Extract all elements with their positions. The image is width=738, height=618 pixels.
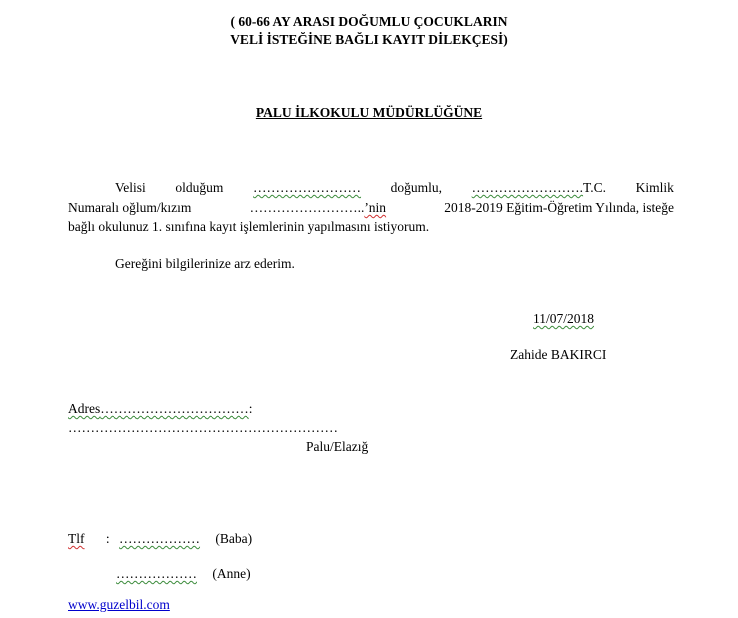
phone-colon: : <box>105 531 110 546</box>
address-colon: : <box>248 401 253 416</box>
address-city: Palu/Elazığ <box>306 439 369 454</box>
body-word-kimlik: Kimlik <box>635 180 674 195</box>
id-number-blank: …………………….. <box>249 200 365 215</box>
address-line-2: …………………………………………………… <box>68 420 338 435</box>
phone-father-label: (Baba) <box>215 531 253 546</box>
body-text-numarali: Numaralı oğlum/kızım <box>68 200 192 215</box>
signature-date: 11/07/2018 <box>533 311 595 326</box>
address-blank-1: …………………………… <box>100 401 249 416</box>
phone-mother-line <box>116 566 251 582</box>
closing-sentence: Gereğini bilgilerinize arz ederim. <box>115 256 295 271</box>
phone-mother-label: (Anne) <box>212 566 251 581</box>
address-label: Adres <box>68 401 101 416</box>
birthdate-blank: ……………………. <box>471 180 584 195</box>
footer-website-link[interactable]: www.guzelbil.com <box>68 597 170 612</box>
phone-father-blank: ……………… <box>119 531 201 546</box>
phone-mother-blank: ……………… <box>116 566 197 581</box>
signature-name: Zahide BAKIRCI <box>510 347 607 362</box>
body-word-tc: T.C. <box>583 180 607 195</box>
body-word-oldugum: olduğum <box>175 180 224 195</box>
body-word-velisi: Velisi <box>115 180 146 195</box>
body-line-1 <box>68 180 674 196</box>
body-text-year: 2018-2019 Eğitim-Öğretim Yılında, isteğe <box>444 200 674 215</box>
document-title-line2 <box>0 32 738 48</box>
birthplace-blank: …………………… <box>253 180 362 195</box>
phone-father-line <box>68 531 252 547</box>
body-suffix-nin: ’nin <box>364 200 387 215</box>
address-line-1 <box>68 401 253 417</box>
phone-label: Tlf <box>68 531 85 546</box>
body-word-dogumlu: doğumlu, <box>390 180 443 195</box>
body-line-3: bağlı okulunuz 1. sınıfına kayıt işlemlerinin yapılmasını istiyorum. <box>68 219 430 234</box>
body-line-2 <box>68 200 674 216</box>
recipient-heading: PALU İLKOKULU MÜDÜRLÜĞÜNE <box>255 105 483 120</box>
document-title-line2-text: VELİ İSTEĞİNE BAĞLI KAYIT DİLEKÇESİ) <box>230 32 508 47</box>
document-title-line1: ( 60-66 AY ARASI DOĞUMLU ÇOCUKLARIN <box>230 14 508 29</box>
